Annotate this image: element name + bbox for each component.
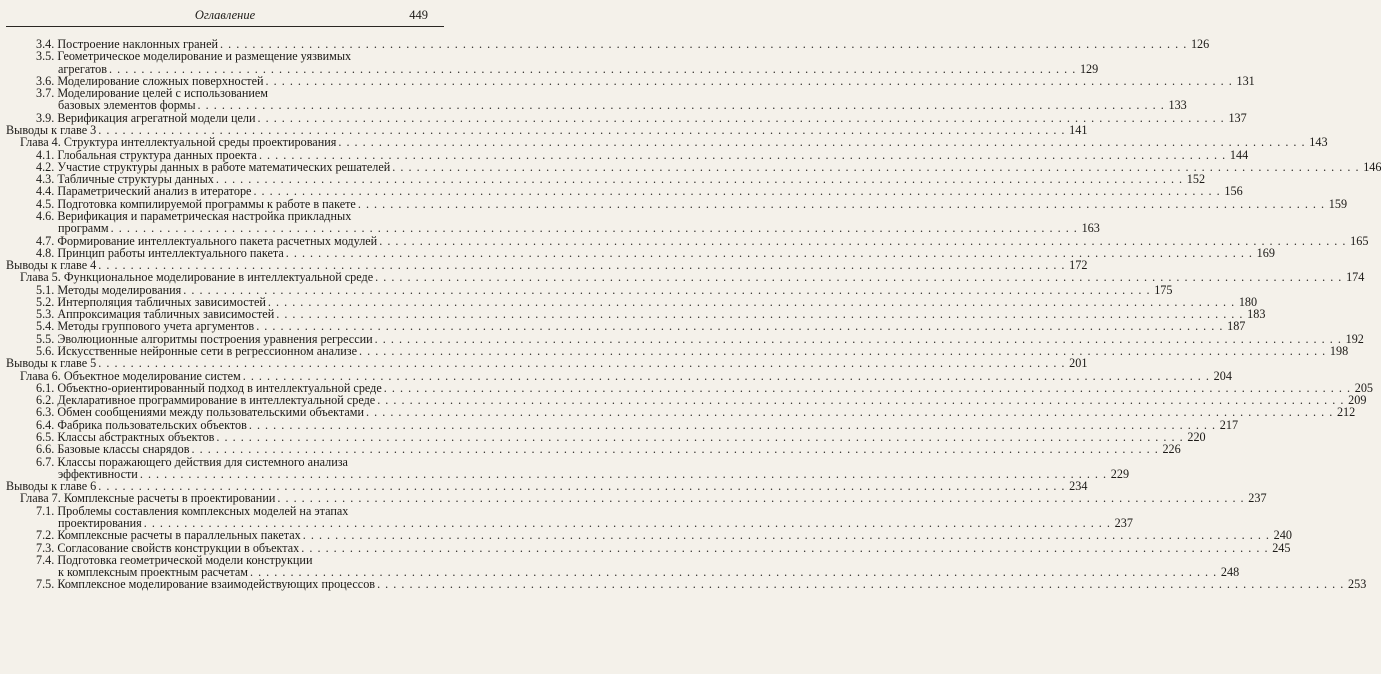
toc-section xyxy=(0,528,1292,543)
dot-leader: . . . . . . . . . . . . . . . . . . . . . . . . . . . . . . . . . . . . . . . . . . . . . . . . . . . . . . . . . . . . . . . . . . . . . . . . . . . . . . . . . . . . . . . . . . . . . . . . . . . . . . . . . . . . . . . . . . . . . . . . xyxy=(392,159,1360,174)
dot-leader: . . . . . . . . . . . . . . . . . . . . . . . . . . . . . . . . . . . . . . . . . . . . . . . . . . . . . . . . . . . . . . . . . . . . . . . . . . . . . . . . . . . . . . . . . . . . . . . . . . . . . . . . . . . . . . . . . . . . . . . . xyxy=(242,368,1210,383)
dot-leader: . . . . . . . . . . . . . . . . . . . . . . . . . . . . . . . . . . . . . . . . . . . . . . . . . . . . . . . . . . . . . . . . . . . . . . . . . . . . . . . . . . . . . . . . . . . . . . . . . . . . . . . . . . . . . . . . . . . . . . . . xyxy=(257,110,1225,125)
toc-section-number: 6.5. xyxy=(36,430,58,444)
toc-page-number: 152 xyxy=(1186,172,1206,187)
dot-leader: . . . . . . . . . . . . . . . . . . . . . . . . . . . . . . . . . . . . . . . . . . . . . . . . . . . . . . . . . . . . . . . . . . . . . . . . . . . . . . . . . . . . . . . . . . . . . . . . . . . . . . . . . . . . . . . . . . . . . . . . xyxy=(191,442,1159,457)
toc-section-number: 3.7. xyxy=(36,86,58,101)
dot-leader: . . . . . . . . . . . . . . . . . . . . . . . . . . . . . . . . . . . . . . . . . . . . . . . . . . . . . . . . . . . . . . . . . . . . . . . . . . . . . . . . . . . . . . . . . . . . . . . . . . . . . . . . . . . . . . . . . . . . . . . . xyxy=(285,245,1253,260)
toc-page-number: 169 xyxy=(1256,245,1275,260)
toc-entry-title: Комплексные расчеты в параллельных пакетах xyxy=(57,528,301,543)
toc-entry-title: Фабрика пользовательских объектов xyxy=(57,417,247,432)
running-header-title: Оглавление xyxy=(194,8,256,22)
toc-page-number: 209 xyxy=(1348,393,1367,408)
toc-entry-title: Глава 5. Функциональное моделирование в интеллектуальной среде xyxy=(20,270,374,285)
toc-section xyxy=(0,442,1181,457)
dot-leader: . . . . . . . . . . . . . . . . . . . . . . . . . . . . . . . . . . . . . . . . . . . . . . . . . . . . . . . . . . . . . . . . . . . . . . . . . . . . . . . . . . . . . . . . . . . . . . . . . . . . . . . . . . . . . . . . . . . . . . . . xyxy=(357,196,1326,211)
toc-section-number: 5.2. xyxy=(36,294,58,309)
toc-page-number: 187 xyxy=(1227,319,1246,334)
toc-page-number: 237 xyxy=(1114,515,1133,530)
toc-entry-title: Геометрическое моделирование и размещение уязвимых xyxy=(57,49,352,64)
toc-page-number: 180 xyxy=(1238,294,1258,309)
toc-entry-title: Интерполяция табличных зависимостей xyxy=(57,294,266,309)
toc-page-number: 245 xyxy=(1272,540,1291,555)
toc-entry-title: Методы моделирования xyxy=(57,282,182,297)
dot-leader: . . . . . . . . . . . . . . . . . . . . . . . . . . . . . . . . . . . . . . . . . . . . . . . . . . . . . . . . . . . . . . . . . . . . . . . . . . . . . . . . . . . . . . . . . . . . . . . . . . . . . . . . . . . . . . . . . . . . . . . . xyxy=(338,135,1306,150)
table-of-contents xyxy=(0,37,1381,592)
toc-section-number: 5.1. xyxy=(36,282,58,297)
dot-leader: . . . . . . . . . . . . . . . . . . . . . . . . . . . . . . . . . . . . . . . . . . . . . . . . . . . . . . . . . . . . . . . . . . . . . . . . . . . . . . . . . . . . . . . . . . . . . . . . . . . . . . . . . . . . . . . . . . . . . . . . xyxy=(359,344,1327,359)
dot-leader: . . . . . . . . . . . . . . . . . . . . . . . . . . . . . . . . . . . . . . . . . . . . . . . . . . . . . . . . . . . . . . . . . . . . . . . . . . . . . . . . . . . . . . . . . . . . . . . . . . . . . . . . . . . . . . . . . . . . . . . . xyxy=(374,331,1342,346)
toc-entry-title: Верификация агрегатной модели цели xyxy=(57,110,256,125)
dot-leader: . . . . . . . . . . . . . . . . . . . . . . . . . . . . . . . . . . . . . . . . . . . . . . . . . . . . . . . . . . . . . . . . . . . . . . . . . . . . . . . . . . . . . . . . . . . . . . . . . . . . . . . . . . . . . . . . . . . . . . . . xyxy=(98,122,1066,137)
toc-page-number: 205 xyxy=(1354,380,1373,395)
dot-leader: . . . . . . . . . . . . . . . . . . . . . . . . . . . . . . . . . . . . . . . . . . . . . . . . . . . . . . . . . . . . . . . . . . . . . . . . . . . . . . . . . . . . . . . . . . . . . . . . . . . . . . . . . . . . . . . . . . . . . . . . xyxy=(379,233,1347,248)
toc-entry-title: Моделирование сложных поверхностей xyxy=(57,73,264,88)
toc-section xyxy=(0,552,1240,580)
dot-leader: . . . . . . . . . . . . . . . . . . . . . . . . . . . . . . . . . . . . . . . . . . . . . . . . . . . . . . . . . . . . . . . . . . . . . . . . . . . . . . . . . . . . . . . . . . . . . . . . . . . . . . . . . . . . . . . . . . . . . . . . xyxy=(183,282,1151,297)
toc-entry-title: к комплексным проектным расчетам xyxy=(58,565,248,580)
toc-section-number: 6.2. xyxy=(36,393,58,408)
toc-section-number: 4.4. xyxy=(36,184,58,199)
toc-section-number: 5.4. xyxy=(36,319,58,334)
toc-section xyxy=(0,540,1291,555)
toc-section-number: 7.4. xyxy=(36,552,58,567)
toc-page-number: 234 xyxy=(1069,479,1088,494)
toc-entry-title: Формирование интеллектуального пакета расчетных модулей xyxy=(57,233,378,248)
toc-entry-title: Выводы к главе 4 xyxy=(6,258,97,273)
toc-section-number: 6.4. xyxy=(36,417,58,432)
dot-leader: . . . . . . . . . . . . . . . . . . . . . . . . . . . . . . . . . . . . . . . . . . . . . . . . . . . . . . . . . . . . . . . . . . . . . . . . . . . . . . . . . . . . . . . . . . . . . . . . . . . . . . . . . . . . . . . . . . . . . . . . xyxy=(276,307,1244,322)
toc-entry-title: Искусственные нейронные сети в регрессионном анализе xyxy=(57,344,357,359)
toc-entry-title: Объектно-ориентированный подход в интеллектуальной среде xyxy=(57,380,382,395)
toc-page-number: 198 xyxy=(1329,344,1349,359)
toc-page-number: 175 xyxy=(1154,282,1173,297)
toc-section-number: 4.5. xyxy=(36,196,58,211)
toc-entry-title: Глава 6. Объектное моделирование систем xyxy=(20,368,241,383)
toc-section-number: 6.1. xyxy=(36,380,58,395)
dot-leader: . . . . . . . . . . . . . . . . . . . . . . . . . . . . . . . . . . . . . . . . . . . . . . . . . . . . . . . . . . . . . . . . . . . . . . . . . . . . . . . . . . . . . . . . . . . . . . . . . . . . . . . . . . . . . . . . . . . . . . . . xyxy=(366,405,1334,420)
toc-section-number: 7.5. xyxy=(36,577,58,592)
toc-chapter xyxy=(0,491,1267,506)
toc-page-number: 217 xyxy=(1219,417,1239,432)
toc-section-number: 3.9. xyxy=(36,110,58,125)
toc-entry-title: Табличные структуры данных xyxy=(57,172,214,187)
toc-section-number: 7.2. xyxy=(36,528,58,543)
toc-page-number: 204 xyxy=(1213,368,1232,383)
dot-leader: . . . . . . . . . . . . . . . . . . . . . . . . . . . . . . . . . . . . . . . . . . . . . . . . . . . . . . . . . . . . . . . . . . . . . . . . . . . . . . . . . . . . . . . . . . . . . . . . . . . . . . . . . . . . . . . . . . . . . . . . xyxy=(139,466,1108,481)
toc-page-number: 201 xyxy=(1069,356,1088,371)
toc-section-number: 5.3. xyxy=(36,307,58,322)
toc-page-number: 133 xyxy=(1168,98,1187,113)
toc-entry-title: Моделирование целей с использованием xyxy=(57,86,268,101)
toc-section-number: 3.5. xyxy=(36,49,58,64)
toc-section xyxy=(0,208,1100,236)
toc-entry-title: Комплексное моделирование взаимодействующих процессов xyxy=(57,577,376,592)
dot-leader: . . . . . . . . . . . . . . . . . . . . . . . . . . . . . . . . . . . . . . . . . . . . . . . . . . . . . . . . . . . . . . . . . . . . . . . . . . . . . . . . . . . . . . . . . . . . . . . . . . . . . . . . . . . . . . . . . . . . . . . . xyxy=(249,565,1218,580)
toc-entry-title: Подготовка геометрической модели конструкции xyxy=(57,552,313,567)
toc-page-number: 192 xyxy=(1345,331,1364,346)
toc-section-number: 6.3. xyxy=(36,405,58,420)
toc-section xyxy=(0,319,1246,334)
toc-section-number: 5.5. xyxy=(36,331,58,346)
toc-entry-title: проектирования xyxy=(58,515,142,530)
dot-leader: . . . . . . . . . . . . . . . . . . . . . . . . . . . . . . . . . . . . . . . . . . . . . . . . . . . . . . . . . . . . . . . . . . . . . . . . . . . . . . . . . . . . . . . . . . . . . . . . . . . . . . . . . . . . . . . . . . . . . . . . xyxy=(383,380,1351,395)
toc-page-number: 159 xyxy=(1328,196,1348,211)
toc-entry-title: агрегатов xyxy=(58,61,108,76)
toc-entry-title: Эволюционные алгоритмы построения уравнения регрессии xyxy=(57,331,373,346)
toc-page-number: 144 xyxy=(1229,147,1249,162)
toc-page-number: 165 xyxy=(1350,233,1369,248)
toc-chapter xyxy=(0,135,1328,150)
dot-leader: . . . . . . . . . . . . . . . . . . . . . . . . . . . . . . . . . . . . . . . . . . . . . . . . . . . . . . . . . . . . . . . . . . . . . . . . . . . . . . . . . . . . . . . . . . . . . . . . . . . . . . . . . . . . . . . . . . . . . . . . xyxy=(98,356,1066,371)
dot-leader: . . . . . . . . . . . . . . . . . . . . . . . . . . . . . . . . . . . . . . . . . . . . . . . . . . . . . . . . . . . . . . . . . . . . . . . . . . . . . . . . . . . . . . . . . . . . . . . . . . . . . . . . . . . . . . . . . . . . . . . . xyxy=(220,37,1188,51)
toc-page-number: 172 xyxy=(1069,258,1088,273)
toc-section xyxy=(0,233,1369,248)
toc-page-number: 163 xyxy=(1081,221,1100,236)
toc-section xyxy=(0,405,1356,420)
toc-page-number: 226 xyxy=(1162,442,1181,457)
dot-leader: . . . . . . . . . . . . . . . . . . . . . . . . . . . . . . . . . . . . . . . . . . . . . . . . . . . . . . . . . . . . . . . . . . . . . . . . . . . . . . . . . . . . . . . . . . . . . . . . . . . . . . . . . . . . . . . . . . . . . . . . xyxy=(110,221,1078,236)
dot-leader: . . . . . . . . . . . . . . . . . . . . . . . . . . . . . . . . . . . . . . . . . . . . . . . . . . . . . . . . . . . . . . . . . . . . . . . . . . . . . . . . . . . . . . . . . . . . . . . . . . . . . . . . . . . . . . . . . . . . . . . . xyxy=(265,73,1233,88)
dot-leader: . . . . . . . . . . . . . . . . . . . . . . . . . . . . . . . . . . . . . . . . . . . . . . . . . . . . . . . . . . . . . . . . . . . . . . . . . . . . . . . . . . . . . . . . . . . . . . . . . . . . . . . . . . . . . . . . . . . . . . . . xyxy=(253,184,1221,199)
toc-entry-title: Участие структуры данных в работе математических решателей xyxy=(57,159,391,174)
toc-entry-title: Классы абстрактных объектов xyxy=(57,430,215,444)
toc-section-number: 5.6. xyxy=(36,344,58,359)
toc-page-number: 156 xyxy=(1224,184,1243,199)
dot-leader: . . . . . . . . . . . . . . . . . . . . . . . . . . . . . . . . . . . . . . . . . . . . . . . . . . . . . . . . . . . . . . . . . . . . . . . . . . . . . . . . . . . . . . . . . . . . . . . . . . . . . . . . . . . . . . . . . . . . . . . . xyxy=(216,430,1184,444)
toc-entry-title: Глава 7. Комплексные расчеты в проектировании xyxy=(20,491,276,506)
toc-entry-title: Проблемы составления комплексных моделей на этапах xyxy=(57,503,349,518)
toc-summary xyxy=(0,356,1088,371)
toc-section-number: 6.7. xyxy=(36,454,58,469)
dot-leader: . . . . . . . . . . . . . . . . . . . . . . . . . . . . . . . . . . . . . . . . . . . . . . . . . . . . . . . . . . . . . . . . . . . . . . . . . . . . . . . . . . . . . . . . . . . . . . . . . . . . . . . . . . . . . . . . . . . . . . . . xyxy=(98,479,1066,494)
toc-section-number: 6.6. xyxy=(36,442,58,457)
toc-page-number: 183 xyxy=(1247,307,1266,322)
dot-leader: . . . . . . . . . . . . . . . . . . . . . . . . . . . . . . . . . . . . . . . . . . . . . . . . . . . . . . . . . . . . . . . . . . . . . . . . . . . . . . . . . . . . . . . . . . . . . . . . . . . . . . . . . . . . . . . . . . . . . . . . xyxy=(258,147,1227,162)
toc-entry-title: Выводы к главе 5 xyxy=(6,356,97,371)
toc-entry-title: эффективности xyxy=(58,466,138,481)
toc-entry-title: Глобальная структура данных проекта xyxy=(57,147,257,162)
toc-page-number: 237 xyxy=(1248,491,1267,506)
toc-entry-title: Принцип работы интеллектуального пакета xyxy=(57,245,284,260)
toc-section-number: 7.1. xyxy=(36,503,58,518)
toc-section xyxy=(0,577,1367,592)
dot-leader: . . . . . . . . . . . . . . . . . . . . . . . . . . . . . . . . . . . . . . . . . . . . . . . . . . . . . . . . . . . . . . . . . . . . . . . . . . . . . . . . . . . . . . . . . . . . . . . . . . . . . . . . . . . . . . . . . . . . . . . . xyxy=(143,515,1111,530)
dot-leader: . . . . . . . . . . . . . . . . . . . . . . . . . . . . . . . . . . . . . . . . . . . . . . . . . . . . . . . . . . . . . . . . . . . . . . . . . . . . . . . . . . . . . . . . . . . . . . . . . . . . . . . . . . . . . . . . . . . . . . . . xyxy=(377,577,1345,592)
dot-leader: . . . . . . . . . . . . . . . . . . . . . . . . . . . . . . . . . . . . . . . . . . . . . . . . . . . . . . . . . . . . . . . . . . . . . . . . . . . . . . . . . . . . . . . . . . . . . . . . . . . . . . . . . . . . . . . . . . . . . . . . xyxy=(215,172,1184,187)
toc-section-number: 4.6. xyxy=(36,208,58,223)
dot-leader: . . . . . . . . . . . . . . . . . . . . . . . . . . . . . . . . . . . . . . . . . . . . . . . . . . . . . . . . . . . . . . . . . . . . . . . . . . . . . . . . . . . . . . . . . . . . . . . . . . . . . . . . . . . . . . . . . . . . . . . . xyxy=(109,61,1077,76)
toc-page-number: 143 xyxy=(1309,135,1328,150)
toc-page-number: 248 xyxy=(1220,565,1240,580)
toc-entry-title: Обмен сообщениями между пользовательскими объектами xyxy=(57,405,365,420)
toc-entry-title: Выводы к главе 3 xyxy=(6,122,97,137)
toc-section-number: 4.7. xyxy=(36,233,58,248)
toc-chapter xyxy=(0,270,1365,285)
toc-entry-title: Глава 4. Структура интеллектуальной среды проектирования xyxy=(20,135,337,150)
toc-section xyxy=(0,503,1133,530)
toc-section xyxy=(0,86,1187,113)
toc-entry-title: Декларативное программирование в интеллектуальной среде xyxy=(57,393,376,408)
toc-entry-title: Согласование свойств конструкции в объектах xyxy=(57,540,300,555)
toc-entry-title: Базовые классы снарядов xyxy=(57,442,190,457)
toc-section-number: 4.1. xyxy=(36,147,58,162)
toc-page-number: 141 xyxy=(1069,122,1088,137)
toc-page-number: 253 xyxy=(1348,577,1367,592)
toc-entry-title: программ xyxy=(58,221,109,236)
toc-section-number: 4.3. xyxy=(36,172,58,187)
toc-entry-title: Подготовка компилируемой программы к работе в пакете xyxy=(57,196,356,211)
toc-page-number: 220 xyxy=(1187,430,1206,444)
page-number: 449 xyxy=(409,8,428,22)
toc-section xyxy=(0,147,1249,162)
toc-section xyxy=(0,454,1130,481)
dot-leader: . . . . . . . . . . . . . . . . . . . . . . . . . . . . . . . . . . . . . . . . . . . . . . . . . . . . . . . . . . . . . . . . . . . . . . . . . . . . . . . . . . . . . . . . . . . . . . . . . . . . . . . . . . . . . . . . . . . . . . . . xyxy=(377,393,1345,408)
dot-leader: . . . . . . . . . . . . . . . . . . . . . . . . . . . . . . . . . . . . . . . . . . . . . . . . . . . . . . . . . . . . . . . . . . . . . . . . . . . . . . . . . . . . . . . . . . . . . . . . . . . . . . . . . . . . . . . . . . . . . . . . xyxy=(277,491,1245,506)
toc-entry-title: Методы группового учета аргументов xyxy=(57,319,255,334)
toc-section-number: 3.6. xyxy=(36,73,58,88)
header-rule xyxy=(6,26,444,27)
toc-page-number: 240 xyxy=(1273,528,1292,543)
toc-page-number: 212 xyxy=(1336,405,1356,420)
dot-leader: . . . . . . . . . . . . . . . . . . . . . . . . . . . . . . . . . . . . . . . . . . . . . . . . . . . . . . . . . . . . . . . . . . . . . . . . . . . . . . . . . . . . . . . . . . . . . . . . . . . . . . . . . . . . . . . . . . . . . . . . xyxy=(256,319,1224,334)
toc-page-number: 131 xyxy=(1236,73,1255,88)
dot-leader: . . . . . . . . . . . . . . . . . . . . . . . . . . . . . . . . . . . . . . . . . . . . . . . . . . . . . . . . . . . . . . . . . . . . . . . . . . . . . . . . . . . . . . . . . . . . . . . . . . . . . . . . . . . . . . . . . . . . . . . . xyxy=(301,540,1269,555)
toc-page-number: 137 xyxy=(1228,110,1247,125)
toc-entry-title: Параметрический анализ в итераторе xyxy=(57,184,252,199)
toc-entry-title: базовых элементов формы xyxy=(58,98,196,113)
toc-section-number: 7.3. xyxy=(36,540,58,555)
running-header xyxy=(0,6,450,26)
toc-entry-title: Классы поражающего действия для системного анализа xyxy=(57,454,348,469)
toc-page-number: 174 xyxy=(1346,270,1365,285)
toc-entry-title: Выводы к главе 6 xyxy=(6,479,97,494)
dot-leader: . . . . . . . . . . . . . . . . . . . . . . . . . . . . . . . . . . . . . . . . . . . . . . . . . . . . . . . . . . . . . . . . . . . . . . . . . . . . . . . . . . . . . . . . . . . . . . . . . . . . . . . . . . . . . . . . . . . . . . . . xyxy=(98,258,1066,273)
toc-entry-title: Верификация и параметрическая настройка прикладных xyxy=(57,208,352,223)
dot-leader: . . . . . . . . . . . . . . . . . . . . . . . . . . . . . . . . . . . . . . . . . . . . . . . . . . . . . . . . . . . . . . . . . . . . . . . . . . . . . . . . . . . . . . . . . . . . . . . . . . . . . . . . . . . . . . . . . . . . . . . . xyxy=(248,417,1217,432)
toc-section-number: 3.4. xyxy=(36,37,58,51)
toc-section-number: 4.2. xyxy=(36,159,58,174)
dot-leader: . . . . . . . . . . . . . . . . . . . . . . . . . . . . . . . . . . . . . . . . . . . . . . . . . . . . . . . . . . . . . . . . . . . . . . . . . . . . . . . . . . . . . . . . . . . . . . . . . . . . . . . . . . . . . . . . . . . . . . . . xyxy=(302,528,1270,543)
toc-page-number: 129 xyxy=(1079,61,1099,76)
toc-section xyxy=(0,184,1243,199)
toc-page-number: 229 xyxy=(1110,466,1130,481)
toc-entry-title: Построение наклонных граней xyxy=(57,37,219,51)
dot-leader: . . . . . . . . . . . . . . . . . . . . . . . . . . . . . . . . . . . . . . . . . . . . . . . . . . . . . . . . . . . . . . . . . . . . . . . . . . . . . . . . . . . . . . . . . . . . . . . . . . . . . . . . . . . . . . . . . . . . . . . . xyxy=(375,270,1343,285)
toc-page-number: 146 xyxy=(1363,159,1381,174)
toc-entry-title: Аппроксимация табличных зависимостей xyxy=(57,307,275,322)
dot-leader: . . . . . . . . . . . . . . . . . . . . . . . . . . . . . . . . . . . . . . . . . . . . . . . . . . . . . . . . . . . . . . . . . . . . . . . . . . . . . . . . . . . . . . . . . . . . . . . . . . . . . . . . . . . . . . . . . . . . . . . . xyxy=(197,98,1165,113)
toc-section-number: 4.8. xyxy=(36,245,58,260)
toc-page-number: 126 xyxy=(1190,37,1210,51)
dot-leader: . . . . . . . . . . . . . . . . . . . . . . . . . . . . . . . . . . . . . . . . . . . . . . . . . . . . . . . . . . . . . . . . . . . . . . . . . . . . . . . . . . . . . . . . . . . . . . . . . . . . . . . . . . . . . . . . . . . . . . . . xyxy=(267,294,1236,309)
toc-section xyxy=(0,49,1099,76)
